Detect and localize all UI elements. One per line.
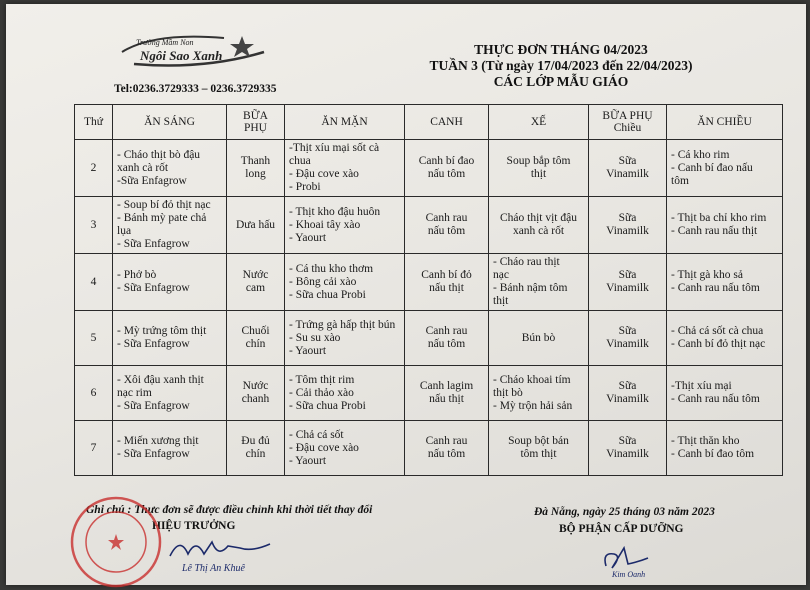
week-range: TUẦN 3 (Từ ngày 17/04/2023 đến 22/04/2023) bbox=[429, 58, 693, 73]
cell-line: Sữa bbox=[618, 269, 637, 281]
menu-body bbox=[75, 140, 783, 476]
main-cell bbox=[285, 366, 405, 421]
kitchen-signature bbox=[598, 540, 678, 580]
logo-line2: Ngôi Sao Xanh bbox=[140, 48, 223, 63]
soup-cell bbox=[405, 254, 489, 311]
menu-title: THỰC ĐƠN THÁNG 04/2023 bbox=[474, 42, 648, 57]
table-row bbox=[75, 366, 783, 421]
col-breakfast: ĂN SÁNG bbox=[113, 105, 227, 140]
dinner-cell bbox=[667, 311, 783, 366]
cell-line: - Đậu cove xào bbox=[289, 168, 359, 180]
xe-cell bbox=[489, 366, 589, 421]
soup-cell bbox=[405, 140, 489, 197]
cell-line: - Canh rau nấu thịt bbox=[671, 225, 758, 237]
principal-name: Lê Thị An Khuê bbox=[182, 563, 245, 574]
breakfast-cell bbox=[113, 421, 227, 476]
xe-cell bbox=[489, 421, 589, 476]
snack-morning-cell bbox=[227, 140, 285, 197]
cell-line: nấu thịt bbox=[429, 282, 464, 294]
cell-line: nấu thịt bbox=[429, 393, 464, 405]
cell-line: - Canh bí đao nấu bbox=[671, 161, 753, 174]
snack-afternoon-cell bbox=[589, 140, 667, 197]
cell-line: - Xôi đậu xanh thịt bbox=[117, 373, 204, 386]
day-cell bbox=[75, 197, 113, 254]
cell-line: - Yaourt bbox=[289, 344, 327, 357]
cell-line: - Cháo khoai tím bbox=[493, 373, 571, 386]
col-soup: CANH bbox=[405, 105, 489, 140]
breakfast-cell bbox=[113, 254, 227, 311]
snack-afternoon-cell bbox=[589, 197, 667, 254]
cell-line: - Bánh nậm tôm bbox=[493, 282, 568, 294]
cell-line: Soup bột bán bbox=[508, 435, 569, 447]
cell-line: Thanh bbox=[240, 155, 271, 167]
col-xe: XẾ bbox=[489, 105, 589, 140]
cell-line: chín bbox=[245, 338, 266, 350]
main-cell bbox=[285, 197, 405, 254]
day-cell bbox=[75, 311, 113, 366]
place-date: Đà Nẵng, ngày 25 tháng 03 năm 2023 bbox=[534, 506, 715, 518]
school-stamp bbox=[68, 494, 164, 590]
cell-line: Canh bí đao bbox=[418, 155, 475, 167]
school-logo bbox=[114, 30, 274, 70]
cell-line: - Canh rau nấu tôm bbox=[671, 393, 760, 405]
cell-line: chín bbox=[245, 448, 266, 460]
menu-document bbox=[6, 4, 806, 585]
cell-line: - Canh rau nấu tôm bbox=[671, 282, 760, 294]
logo-line1: Trường Mầm Non bbox=[136, 38, 194, 47]
cell-line: Canh bí đỏ bbox=[421, 269, 472, 281]
xe-cell bbox=[489, 140, 589, 197]
dinner-cell bbox=[667, 366, 783, 421]
dinner-cell bbox=[667, 197, 783, 254]
cell-line: - Thịt ba chỉ kho rim bbox=[671, 212, 767, 224]
cell-line: Vinamilk bbox=[606, 393, 649, 405]
cell-line: - Cháo rau thịt bbox=[493, 256, 560, 268]
cell-line: Canh lagim bbox=[419, 380, 474, 392]
cell-line: - Cá thu kho thơm bbox=[289, 262, 374, 275]
cell-line: long bbox=[245, 168, 266, 180]
principal-signature bbox=[166, 532, 276, 562]
cell-line: Vinamilk bbox=[606, 225, 649, 237]
day-cell bbox=[75, 421, 113, 476]
cell-line: - Sữa Enfagrow bbox=[117, 399, 190, 412]
cell-line: xanh cà rốt bbox=[512, 225, 565, 237]
dinner-cell bbox=[667, 421, 783, 476]
cell-line: lụa bbox=[117, 225, 132, 237]
cell-line: nấu tôm bbox=[427, 338, 466, 350]
cell-line: Nước bbox=[242, 380, 269, 392]
cell-line: - Phở bò bbox=[117, 269, 157, 281]
table-row bbox=[75, 254, 783, 311]
day-cell bbox=[75, 254, 113, 311]
cell-line: Canh rau bbox=[425, 212, 468, 224]
soup-cell bbox=[405, 197, 489, 254]
breakfast-cell bbox=[113, 366, 227, 421]
cell-line: - Cháo thịt bò đậu bbox=[117, 148, 201, 161]
main-cell bbox=[285, 311, 405, 366]
cell-line: Vinamilk bbox=[606, 338, 649, 350]
cell-line: 4 bbox=[90, 275, 97, 288]
cell-line: nấu tôm bbox=[427, 225, 466, 237]
cell-line: chua bbox=[289, 155, 311, 167]
col-main: ĂN MẶN bbox=[285, 105, 405, 140]
phone-numbers: Tel:0236.3729333 – 0236.3729335 bbox=[114, 83, 277, 95]
cell-line: 2 bbox=[90, 161, 97, 174]
cell-line: - Mỳ trứng tôm thịt bbox=[117, 325, 207, 337]
cell-line: - Soup bí đỏ thịt nạc bbox=[117, 199, 211, 211]
class-group: CÁC LỚP MẪU GIÁO bbox=[493, 74, 629, 89]
cell-line: Đu đủ bbox=[241, 435, 270, 447]
cell-line: Canh rau bbox=[425, 325, 468, 337]
cell-line: - Trứng gà hấp thịt bún bbox=[289, 318, 396, 331]
table-row bbox=[75, 140, 783, 197]
cell-line: -Sữa Enfagrow bbox=[117, 174, 187, 187]
xe-cell bbox=[489, 254, 589, 311]
cell-line: thịt bbox=[530, 168, 547, 180]
cell-line: Cháo thịt vịt đậu bbox=[500, 212, 577, 224]
cell-line: - Sữa Enfagrow bbox=[117, 282, 190, 294]
col-snack-morning: BỮA PHỤ bbox=[227, 105, 285, 140]
table-row bbox=[75, 421, 783, 476]
cell-line: - Canh bí đỏ thịt nạc bbox=[671, 338, 766, 350]
cell-line: - Thịt gà kho sả bbox=[671, 269, 743, 281]
cell-line: - Miến xương thịt bbox=[117, 435, 199, 447]
cell-line: Sữa bbox=[618, 435, 637, 447]
cell-line: chanh bbox=[241, 393, 270, 405]
col-day: Thứ bbox=[75, 105, 113, 140]
main-cell bbox=[285, 140, 405, 197]
table-row bbox=[75, 311, 783, 366]
cell-line: - Sữa chua Probi bbox=[289, 399, 366, 412]
cell-line: Canh rau bbox=[425, 435, 468, 447]
cell-line: Sữa bbox=[618, 380, 637, 392]
cell-line: nạc bbox=[493, 269, 509, 281]
menu-table bbox=[74, 104, 783, 476]
snack-morning-cell bbox=[227, 197, 285, 254]
header-row bbox=[75, 105, 783, 140]
snack-afternoon-cell bbox=[589, 421, 667, 476]
breakfast-cell bbox=[113, 311, 227, 366]
dinner-cell bbox=[667, 140, 783, 197]
cell-line: xanh cà rốt bbox=[117, 161, 169, 174]
cell-line: - Probi bbox=[289, 181, 321, 193]
title-block bbox=[406, 42, 716, 90]
cell-line: Sữa bbox=[618, 212, 637, 224]
cell-line: cam bbox=[245, 282, 266, 294]
cell-line: Sữa bbox=[618, 155, 637, 167]
cell-line: 7 bbox=[90, 441, 97, 454]
cell-line: - Chả cá sốt bbox=[289, 428, 344, 441]
cell-line: -Thịt xíu mại bbox=[671, 380, 732, 392]
cell-line: Dưa hấu bbox=[235, 218, 276, 231]
cell-line: Sữa bbox=[618, 325, 637, 337]
cell-line: nấu tôm bbox=[427, 168, 466, 180]
cell-line: - Su su xào bbox=[289, 331, 341, 344]
cell-line: - Khoai tây xào bbox=[289, 218, 361, 231]
cell-line: - Thịt kho đậu huôn bbox=[289, 205, 381, 218]
breakfast-cell bbox=[113, 140, 227, 197]
cell-line: - Đậu cove xào bbox=[289, 441, 359, 454]
cell-line: - Sữa Enfagrow bbox=[117, 238, 190, 250]
soup-cell bbox=[405, 366, 489, 421]
snack-morning-cell bbox=[227, 254, 285, 311]
cell-line: - Sữa Enfagrow bbox=[117, 338, 190, 350]
main-cell bbox=[285, 254, 405, 311]
day-cell bbox=[75, 140, 113, 197]
cell-line: Bún bò bbox=[521, 331, 556, 344]
cell-line: Soup bắp tôm bbox=[506, 155, 571, 167]
cell-line: - Thịt thăn kho bbox=[671, 435, 740, 447]
xe-cell bbox=[489, 311, 589, 366]
cell-line: nấu tôm bbox=[427, 448, 466, 460]
footer-note: Ghi chú : Thực đơn sẽ được điều chỉnh khi thời tiết thay đổi bbox=[86, 504, 373, 516]
cell-line: - Sữa Enfagrow bbox=[117, 448, 190, 460]
cell-line: - Bông cải xào bbox=[289, 275, 357, 288]
table-row bbox=[75, 197, 783, 254]
kitchen-dept-title: BỘ PHẬN CẤP DƯỠNG bbox=[559, 523, 684, 535]
cell-line: - Yaourt bbox=[289, 231, 327, 244]
cell-line: thịt bò bbox=[493, 386, 523, 399]
soup-cell bbox=[405, 311, 489, 366]
cell-line: - Chả cá sốt cà chua bbox=[671, 325, 764, 337]
cell-line: - Mỳ trộn hải sản bbox=[493, 399, 573, 412]
cell-line: nạc rim bbox=[117, 386, 152, 399]
cell-line: -Thịt xíu mại sốt cà bbox=[289, 142, 380, 154]
cell-line: 3 bbox=[90, 218, 97, 231]
cell-line: tôm bbox=[671, 174, 689, 187]
cell-line: - Sữa chua Probi bbox=[289, 288, 366, 301]
dinner-cell bbox=[667, 254, 783, 311]
snack-afternoon-cell bbox=[589, 366, 667, 421]
cell-line: - Canh bí đao tôm bbox=[671, 448, 755, 460]
cell-line: thịt bbox=[493, 295, 509, 307]
day-cell bbox=[75, 366, 113, 421]
soup-cell bbox=[405, 421, 489, 476]
snack-morning-cell bbox=[227, 311, 285, 366]
cell-line: - Tôm thịt rim bbox=[289, 373, 355, 386]
cell-line: Vinamilk bbox=[606, 168, 649, 180]
main-cell bbox=[285, 421, 405, 476]
cell-line: - Cải thảo xào bbox=[289, 386, 354, 399]
col-snack-afternoon: BỮA PHỤ Chiều bbox=[589, 105, 667, 140]
principal-title: HIỆU TRƯỞNG bbox=[152, 520, 236, 532]
cell-line: Chuối bbox=[241, 325, 270, 337]
cell-line: 6 bbox=[90, 386, 97, 399]
snack-afternoon-cell bbox=[589, 311, 667, 366]
cell-line: Vinamilk bbox=[606, 448, 649, 460]
breakfast-cell bbox=[113, 197, 227, 254]
cell-line: - Cá kho rim bbox=[671, 148, 730, 161]
snack-afternoon-cell bbox=[589, 254, 667, 311]
xe-cell bbox=[489, 197, 589, 254]
col-dinner: ĂN CHIỀU bbox=[667, 105, 783, 140]
cell-line: Vinamilk bbox=[606, 282, 649, 294]
cell-line: - Yaourt bbox=[289, 454, 327, 467]
cell-line: tôm thịt bbox=[520, 448, 557, 460]
cell-line: Nước bbox=[242, 269, 269, 281]
cell-line: 5 bbox=[90, 331, 97, 344]
kitchen-signature-name: Kim Oanh bbox=[612, 570, 646, 579]
snack-morning-cell bbox=[227, 421, 285, 476]
cell-line: - Bánh mỳ pate chả bbox=[117, 212, 207, 224]
snack-morning-cell bbox=[227, 366, 285, 421]
